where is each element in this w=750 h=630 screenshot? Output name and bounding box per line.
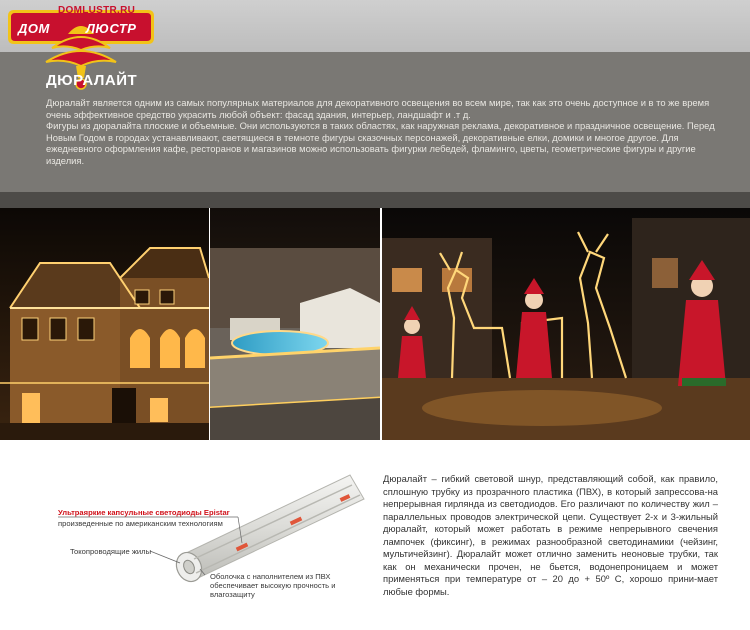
intro-paragraph: Фигуры из дюралайта плоские и объемные. Они используются в таких областях, как наружная реклама, декоративное и праздничное освещение. Перед Новым Годом в городах устанавливают, светящиеся в темноте фигуры сказочных персонажей, декоративные елки, домики и многое другое. Для ежедневного оформления кафе, ресторанов и магазинов можно использовать фигурки лебедей, фламинго, цветы, геометрические фигуры и другие изделия.	[46, 120, 715, 166]
page-title: ДЮРАЛАЙТ	[46, 72, 138, 89]
photo-lit-reindeer-street	[382, 208, 750, 440]
wires-callout: Токопроводящие жилы	[70, 547, 152, 556]
led-callout-sub: произведенные по американским технологиям	[58, 519, 223, 528]
photo-lit-pool	[210, 208, 380, 440]
intro-text	[46, 97, 718, 167]
duralight-diagram	[0, 455, 375, 625]
description-text: Дюралайт – гибкий световой шнур, представляющий собой, как правило, сплошную трубку из прозрачного пластика (ПВХ), в который запрессова-на непрерывная гирлянда из светодиодов. Его различают по количеству жил – параллельных проводов электрической цепи. Существует 2-х и 3-жильный дюралайт, который может работать в режиме непрерывного свечения лампочек (фиксинг), в режимах разнообразной светодинамики (чейзинг, мультичейзинг). Дюралайт может отлично заменить неоновые трубки, так как он механически прочен, не бьется, водонепроницаем и может применяться при температуре от – 20 до + 50º С, хорошо прини-мает любые формы.	[383, 473, 718, 597]
logo-domain-text: DOMLUSTR.RU	[58, 5, 136, 16]
logo-word-right: ЛЮСТР	[86, 21, 137, 36]
photo-lit-building	[0, 208, 209, 440]
shell-callout: Оболочка с наполнителем из ПВХ обеспечивает высокую прочность и влагозащиту	[210, 572, 336, 599]
divider-strip	[0, 192, 750, 208]
led-callout: Ультраяркие капсульные светодиоды Epistar	[58, 508, 230, 517]
intro-paragraph: Дюралайт является одним из самых популярных материалов для декоративного освещения во всем мире, так как это очень доступное и в то же время очень эффективное средство украсить любой объект: фасад здания, интерьер, ландшафт и .т д.	[46, 97, 710, 120]
logo-word-left: ДОМ	[18, 21, 50, 36]
duralight-tube-illustration	[0, 455, 375, 625]
